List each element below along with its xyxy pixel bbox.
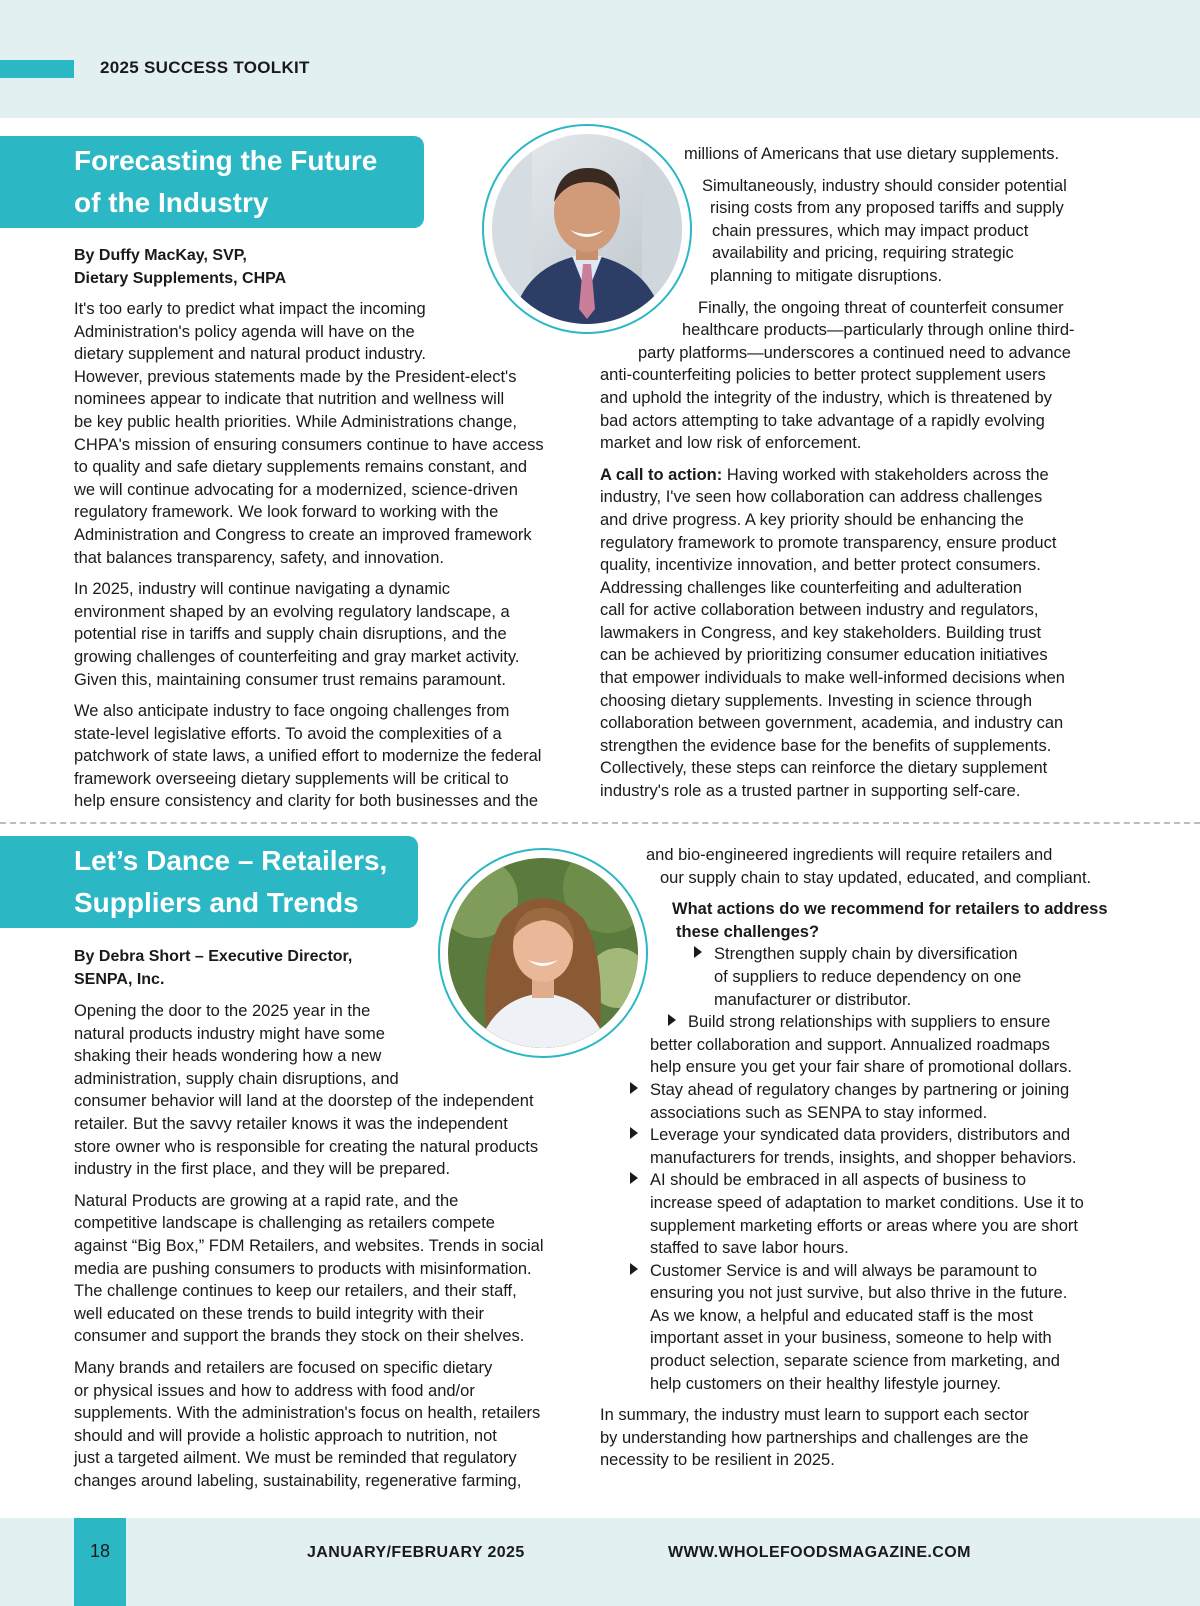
bullet-item [600, 1079, 1108, 1102]
bullet-arrow-icon [668, 1014, 676, 1026]
text-line: and bio-engineered ingredients will require retailers and [646, 846, 1053, 864]
call-to-action-line [600, 464, 1075, 487]
bullet-item [600, 1260, 1108, 1283]
article2-title-line: Suppliers and Trends [74, 887, 359, 918]
text-line: Administration and Congress to create an improved framework [74, 525, 532, 544]
text-line: Addressing challenges like counterfeiting and adulteration [600, 578, 1022, 597]
text-line: market and low risk of enforcement. [600, 434, 862, 453]
bullet-text: manufacturer or distributor. [714, 990, 912, 1009]
bullet-text: Build strong relationships with suppliers to ensure [688, 1013, 1051, 1032]
text-line: collaboration between government, academia, and industry can [600, 714, 1064, 733]
paragraph-gap [74, 1348, 544, 1357]
bullet-text: better collaboration and support. Annualized roadmaps [650, 1035, 1050, 1054]
article2-byline [74, 945, 352, 991]
bullet-text: help ensure you get your fair share of promotional dollars. [650, 1058, 1072, 1077]
text-line: It's too early to predict what impact the incoming [74, 300, 426, 318]
article1-right-column-wrap [600, 143, 1075, 803]
text-line: choosing dietary supplements. Investing in science through [600, 691, 1033, 710]
text-line: supplements. With the administration's focus on health, retailers [74, 1404, 541, 1423]
paragraph-gap [600, 166, 1075, 175]
article2-left-column [74, 1000, 544, 1492]
header-label: 2025 SUCCESS TOOLKIT [100, 58, 310, 77]
article1-byline [74, 244, 286, 290]
article1-title-line: Forecasting the Future [74, 145, 378, 176]
text-line: administration, supply chain disruptions, and [74, 1069, 399, 1088]
text-line: media are pushing consumers to products with misinformation. [74, 1259, 532, 1278]
bullet-text: Stay ahead of regulatory changes by partnering or joining [650, 1080, 1070, 1099]
text-line: dietary supplement and natural product industry. [74, 345, 426, 364]
text-line: just a targeted ailment. We must be reminded that regulatory [74, 1449, 517, 1468]
text-line: nominees appear to indicate that nutrition and wellness will [74, 390, 505, 409]
text-line: planning to mitigate disruptions. [710, 266, 943, 285]
text-line: industry, I've seen how collaboration can address challenges [600, 488, 1043, 507]
text-line: should and will provide a holistic approach to nutrition, not [74, 1426, 497, 1445]
bullet-arrow-icon [630, 1172, 638, 1184]
text-line: Administration's policy agenda will have on the [74, 322, 415, 341]
text-line: call for active collaboration between industry and regulators, [600, 601, 1039, 620]
footer-page-tab [74, 1518, 126, 1606]
bullet-text: ensuring you not just survive, but also thrive in the future. [650, 1284, 1068, 1303]
footer-band [0, 1518, 1200, 1606]
text-line: party platforms—underscores a continued need to advance [638, 343, 1071, 362]
text-line: environment shaped by an evolving regulatory landscape, a [74, 602, 510, 621]
text-line: against “Big Box,” FDM Retailers, and websites. Trends in social [74, 1236, 544, 1255]
text-line: consumer behavior will land at the doorstep of the independent [74, 1092, 534, 1111]
header-accent-tab [0, 60, 74, 78]
paragraph-gap [600, 288, 1075, 297]
text-line: strengthen the evidence base for the benefits of supplements. [600, 736, 1052, 755]
call-to-action-text: Having worked with stakeholders across the [722, 465, 1049, 484]
text-line: store owner who is responsible for creating the natural products [74, 1137, 539, 1156]
byline-line: Dietary Supplements, CHPA [74, 270, 287, 287]
text-line: can be achieved by prioritizing consumer education initiatives [600, 646, 1048, 665]
text-line: patchwork of state laws, a unified effort to modernize the federal [74, 747, 542, 766]
bullet-text: Leverage your syndicated data providers, distributors and [650, 1126, 1071, 1145]
text-line: competitive landscape is challenging as retailers compete [74, 1214, 495, 1233]
bullet-text: AI should be embraced in all aspects of business to [650, 1171, 1027, 1190]
text-line: We also anticipate industry to face ongoing challenges from [74, 702, 510, 721]
bullet-text: supplement marketing efforts or areas where you are short [650, 1216, 1078, 1235]
text-line: Many brands and retailers are focused on specific dietary [74, 1358, 493, 1377]
summary-line: In summary, the industry must learn to support each sector [600, 1406, 1029, 1425]
text-line: potential rise in tariffs and supply chain disruptions, and the [74, 625, 507, 644]
bullet-arrow-icon [694, 946, 702, 958]
paragraph-gap [600, 455, 1075, 464]
page-number: 18 [90, 1541, 111, 1561]
bullet-item [600, 1169, 1108, 1192]
summary-line: by understanding how partnerships and challenges are the [600, 1428, 1029, 1447]
byline-line: By Duffy MacKay, SVP, [74, 247, 247, 264]
text-line: lawmakers in Congress, and key stakeholders. Building trust [600, 623, 1042, 642]
text-line: bad actors attempting to take advantage of a rapidly evolving [600, 411, 1045, 430]
bullet-item [600, 1011, 1108, 1034]
bullet-arrow-icon [630, 1127, 638, 1139]
bullet-item [600, 1124, 1108, 1147]
call-to-action-lead: A call to action: [600, 465, 723, 484]
magazine-url[interactable]: WWW.WHOLEFOODSMAGAZINE.COM [668, 1544, 971, 1561]
text-line: Finally, the ongoing threat of counterfeit consumer [698, 298, 1064, 317]
paragraph-gap [600, 1395, 1108, 1404]
text-line: chain pressures, which may impact product [712, 221, 1029, 240]
text-line: framework overseeing dietary supplements will be critical to [74, 769, 509, 788]
text-line: help ensure consistency and clarity for both businesses and the [74, 792, 539, 811]
text-line: regulatory framework. We look forward to working with the [74, 503, 499, 522]
text-line: that empower individuals to make well-informed decisions when [600, 669, 1065, 688]
bullet-arrow-icon [630, 1263, 638, 1275]
text-line: Natural Products are growing at a rapid rate, and the [74, 1191, 459, 1210]
text-line: consumer and support the brands they stock on their shelves. [74, 1327, 525, 1346]
bullet-arrow-icon [630, 1082, 638, 1094]
article2-title-line: Let’s Dance – Retailers, [74, 845, 388, 876]
byline-line: SENPA, Inc. [74, 971, 165, 988]
bullet-text: Customer Service is and will always be paramount to [650, 1261, 1038, 1280]
text-line: and drive progress. A key priority should be enhancing the [600, 510, 1024, 529]
bullet-item [600, 943, 1108, 966]
text-line: Collectively, these steps can reinforce the dietary supplement [600, 759, 1048, 778]
text-line: growing challenges of counterfeiting and gray market activity. [74, 647, 520, 666]
text-line: rising costs from any proposed tariffs and supply [710, 199, 1064, 218]
text-line: our supply chain to stay updated, educated, and compliant. [660, 868, 1092, 887]
section-divider [0, 822, 1200, 824]
bullet-text: important asset in your business, someone to help with [650, 1329, 1052, 1348]
text-line: availability and pricing, requiring strategic [712, 244, 1014, 263]
text-line: natural products industry might have some [74, 1024, 385, 1043]
article1-title [0, 136, 424, 228]
text-line: The challenge continues to keep our retailers, and their staff, [74, 1282, 517, 1301]
text-line: we will continue advocating for a modernized, science-driven [74, 480, 518, 499]
text-line: regulatory framework to promote transparency, ensure product [600, 533, 1057, 552]
bullet-text: product selection, separate science from marketing, and [650, 1352, 1060, 1371]
text-line: anti-counterfeiting policies to better protect supplement users [600, 366, 1046, 385]
text-line: or physical issues and how to address with food and/or [74, 1381, 475, 1400]
text-line: well educated on these trends to build integrity with their [74, 1304, 484, 1323]
text-line: quality, incentivize innovation, and better protect consumers. [600, 556, 1041, 575]
text-line: that balances transparency, safety, and innovation. [74, 548, 444, 567]
text-line: state-level legislative efforts. To avoid the complexities of a [74, 724, 502, 743]
question-heading: these challenges? [676, 922, 820, 941]
bullet-text: staffed to save labor hours. [650, 1239, 849, 1258]
text-line: shaking their heads wondering how a new [74, 1047, 382, 1066]
bullet-text: associations such as SENPA to stay informed. [650, 1103, 988, 1122]
text-line: industry's role as a trusted partner in supporting self-care. [600, 782, 1021, 801]
article2-title [0, 836, 418, 928]
text-line: healthcare products—particularly through online third- [682, 321, 1075, 340]
summary-line: necessity to be resilient in 2025. [600, 1451, 835, 1470]
text-line: changes around labeling, sustainability, regenerative farming, [74, 1471, 522, 1490]
bullet-text: Strengthen supply chain by diversification [714, 945, 1018, 964]
text-line: retailer. But the savvy retailer knows it was the independent [74, 1114, 508, 1133]
text-line: industry in the first place, and they will be prepared. [74, 1160, 451, 1179]
article1-title-line: of the Industry [74, 187, 269, 218]
paragraph-gap [74, 569, 544, 578]
paragraph-gap [74, 1181, 544, 1190]
bullet-text: As we know, a helpful and educated staff is the most [650, 1306, 1034, 1325]
text-line: and uphold the integrity of the industry, which is threatened by [600, 388, 1052, 407]
text-line: Given this, maintaining consumer trust remains paramount. [74, 670, 506, 689]
text-line: be key public health priorities. While Administrations change, [74, 412, 517, 431]
byline-line: By Debra Short – Executive Director, [74, 948, 353, 965]
question-heading: What actions do we recommend for retailers to address [672, 900, 1108, 919]
text-line: In 2025, industry will continue navigating a dynamic [74, 580, 451, 599]
bullet-text: of suppliers to reduce dependency on one [714, 967, 1022, 986]
bullet-text: help customers on their healthy lifestyle journey. [650, 1374, 1001, 1393]
text-line: Simultaneously, industry should consider potential [702, 176, 1067, 195]
paragraph-gap [600, 889, 1108, 898]
article1-left-column [74, 298, 544, 813]
bullet-text: manufacturers for trends, insights, and shopper behaviors. [650, 1148, 1077, 1167]
paragraph-gap [74, 691, 544, 700]
bullet-text: increase speed of adaptation to market conditions. Use it to [650, 1193, 1084, 1212]
text-line: to quality and safe dietary supplements remains constant, and [74, 458, 528, 477]
text-line: CHPA's mission of ensuring consumers continue to have access [74, 435, 544, 454]
issue-date: JANUARY/FEBRUARY 2025 [307, 1544, 525, 1561]
text-line: millions of Americans that use dietary supplements. [684, 145, 1060, 163]
article2-right-column [600, 844, 1108, 1472]
text-line: However, previous statements made by the President-elect's [74, 367, 517, 386]
text-line: Opening the door to the 2025 year in the [74, 1002, 371, 1020]
